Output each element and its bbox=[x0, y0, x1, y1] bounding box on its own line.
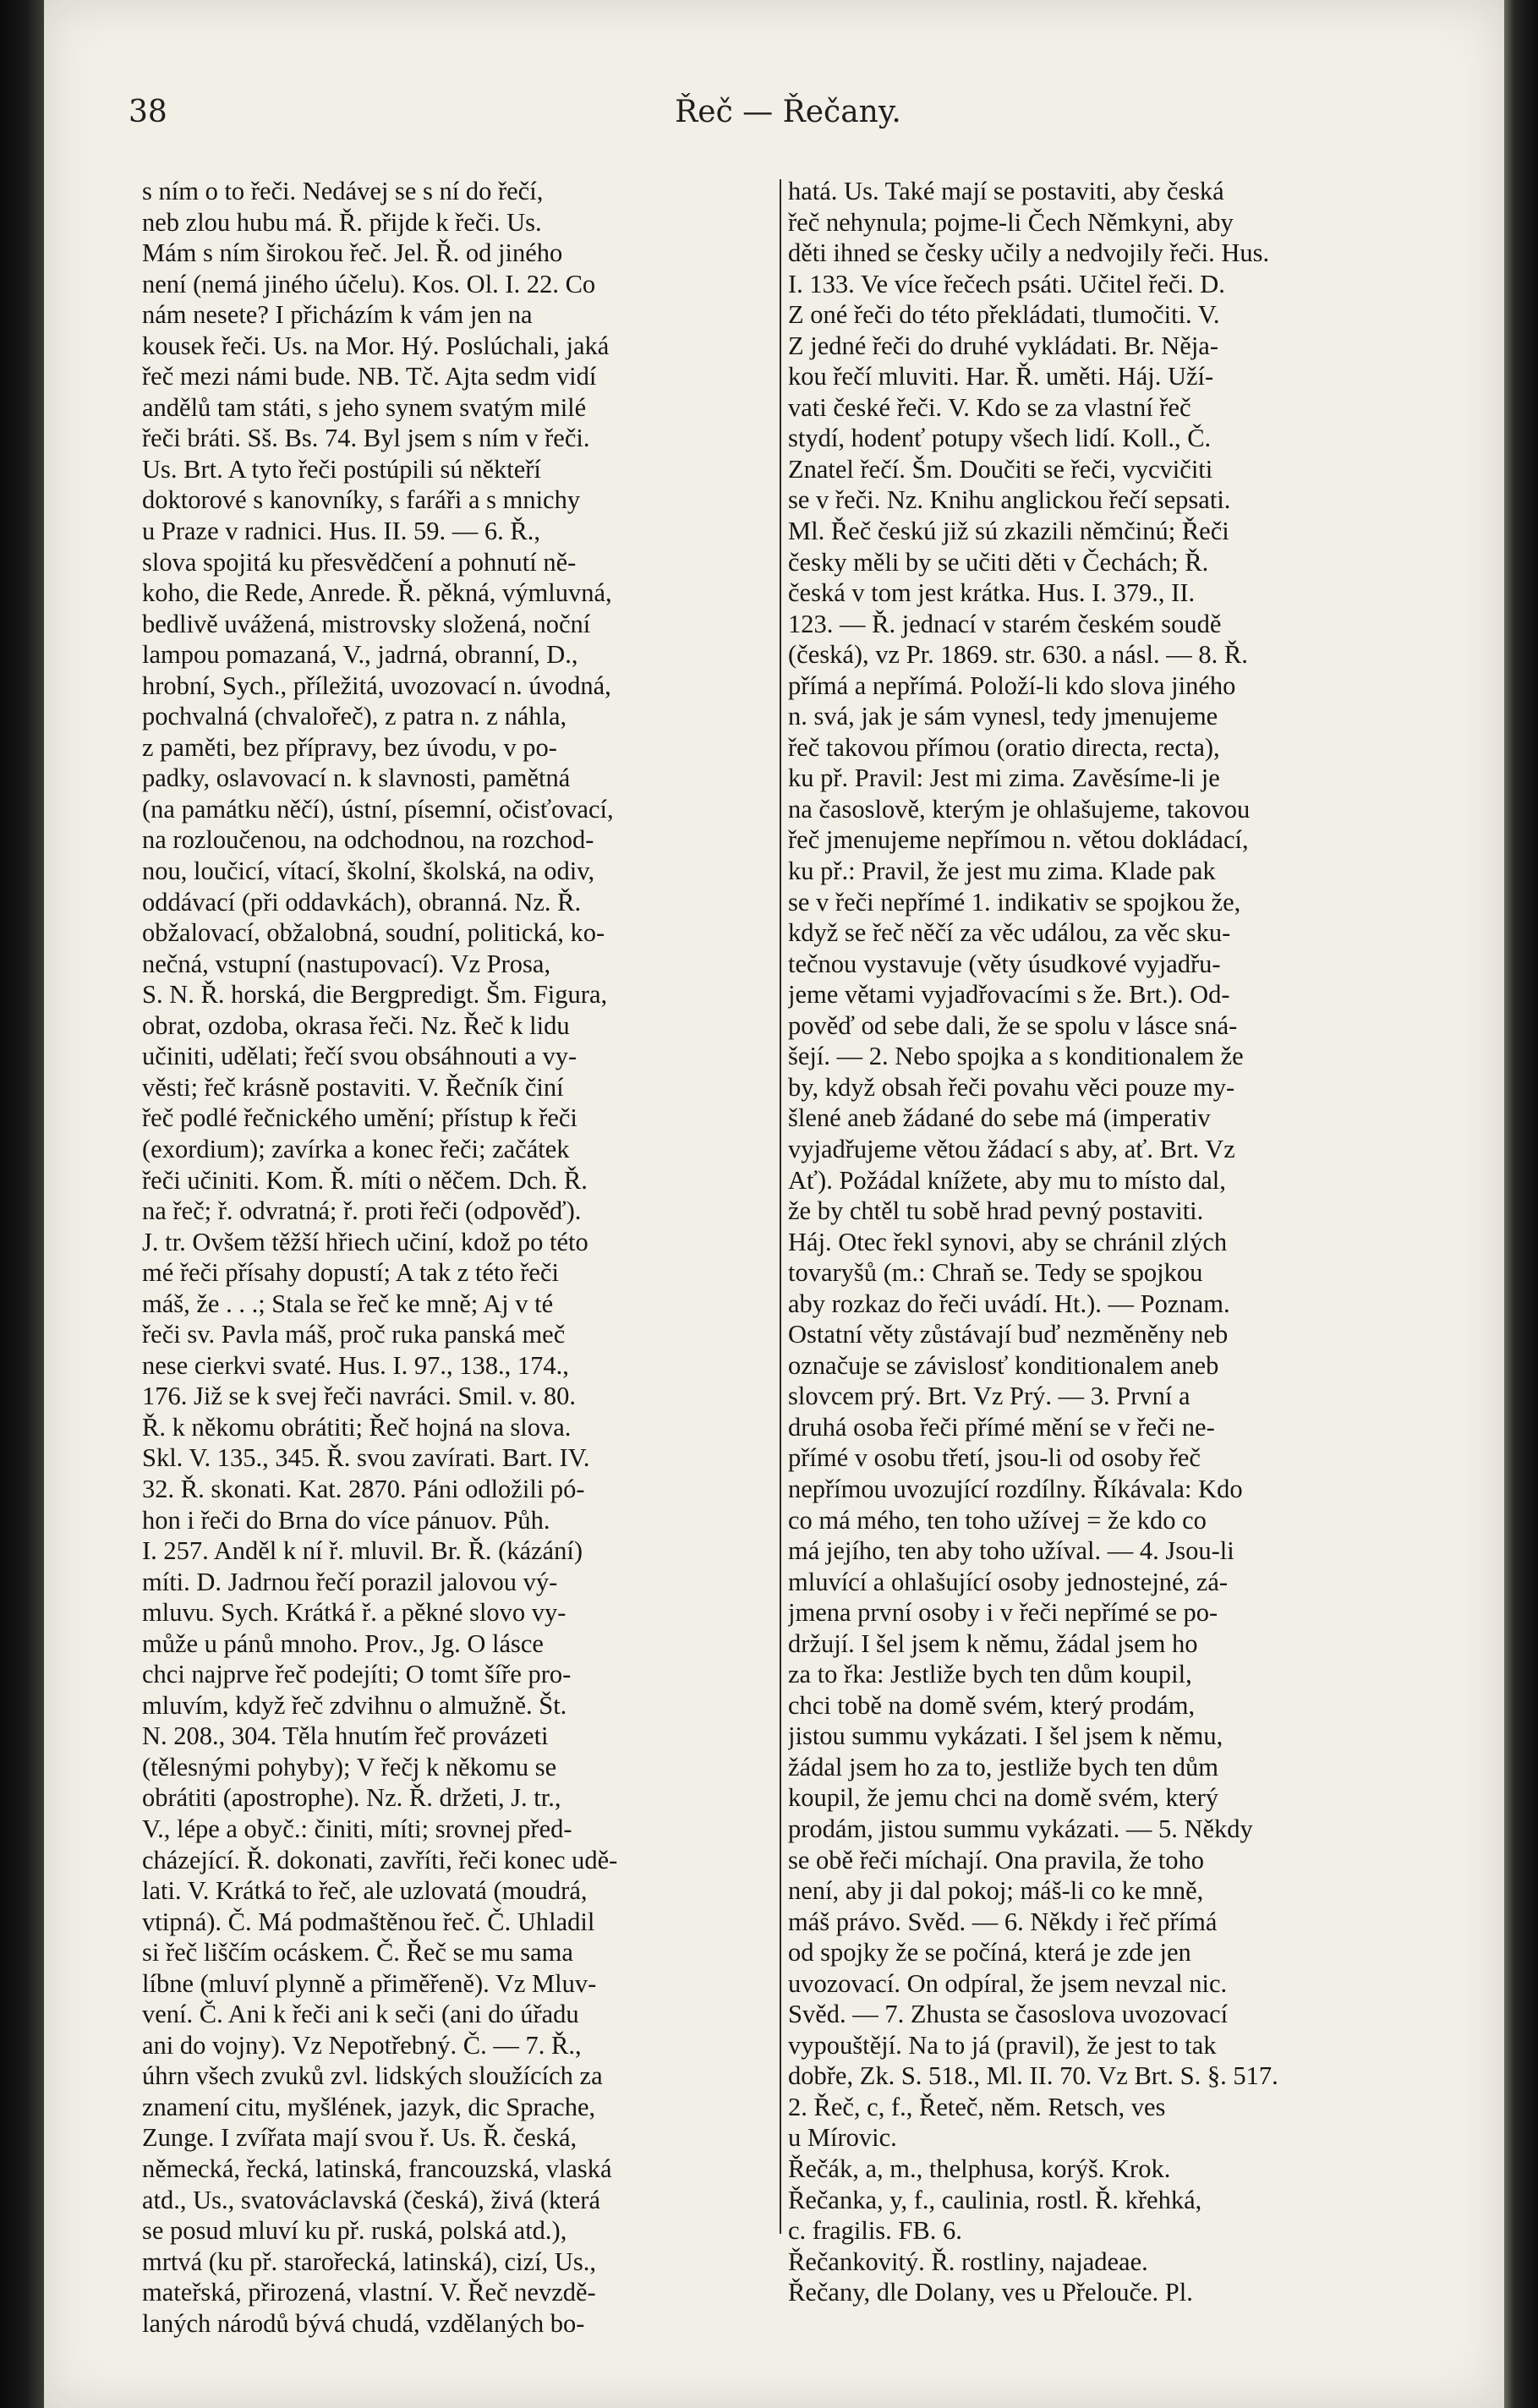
text-line: řeč podlé řečnického umění; přístup k řeči bbox=[142, 1103, 577, 1133]
text-line: doktorové s kanovníky, s faráři a s mnichy bbox=[142, 485, 581, 515]
text-line: řeči sv. Pavla máš, proč ruka panská meč bbox=[142, 1320, 566, 1349]
text-line: slovcem prý. Brt. Vz Prý. — 3. První a bbox=[788, 1382, 1190, 1411]
text-line: šejí. — 2. Nebo spojka a s konditionalem že bbox=[788, 1042, 1244, 1071]
text-line: (tělesnými pohyby); V řečj k někomu se bbox=[142, 1752, 557, 1781]
text-line: padky, oslavovací n. k slavnosti, pamětná bbox=[142, 763, 571, 793]
text-line: neb zlou hubu má. Ř. přijde k řeči. Us. bbox=[142, 207, 542, 237]
text-line: řeč nehynula; pojme-li Čech Němkyni, aby bbox=[788, 207, 1234, 237]
text-line: N. 208., 304. Těla hnutím řeč provázeti bbox=[142, 1721, 549, 1751]
text-line: za to řka: Jestliže bych ten dům koupil, bbox=[788, 1660, 1192, 1689]
text-line: Svěd. — 7. Zhusta se časoslova uvozovací bbox=[788, 2000, 1229, 2029]
text-line: laných národů bývá chudá, vzdělaných bo- bbox=[142, 2308, 585, 2338]
text-line: ani do vojny). Vz Nepotřebný. Č. — 7. Ř., bbox=[142, 2030, 582, 2060]
text-line: Řečankovitý. Ř. rostliny, najadeae. bbox=[788, 2247, 1148, 2276]
text-line: Háj. Otec řekl synovi, aby se chránil zlých bbox=[788, 1227, 1228, 1256]
running-title: Řeč — Řečany. bbox=[675, 95, 901, 129]
text-line: bedlivě uvážená, mistrovsky složená, noční bbox=[142, 609, 591, 638]
text-line: se posud mluví ku př. ruská, polská atd.), bbox=[142, 2216, 567, 2246]
text-line: vení. Č. Ani k řeči ani k seči (ani do úřadu bbox=[142, 2000, 579, 2029]
text-line: se v řeči. Nz. Knihu anglickou řečí sepsati. bbox=[788, 485, 1231, 515]
text-line: Řečák, a, m., thelphusa, korýš. Krok. bbox=[788, 2154, 1171, 2183]
text-line: jmena první osoby i v řeči nepřímé se po- bbox=[788, 1598, 1218, 1628]
text-line: řeč mezi námi bude. NB. Tč. Ajta sedm vidí bbox=[142, 362, 597, 391]
text-line: Řečany, dle Dolany, ves u Přelouče. Pl. bbox=[788, 2278, 1193, 2307]
text-line: 32. Ř. skonati. Kat. 2870. Páni odložili pó- bbox=[142, 1474, 585, 1503]
text-line: cházející. Ř. dokonati, zavříti, řeči konec udě- bbox=[142, 1845, 618, 1874]
text-line: chci najprve řeč podejíti; O tomt šíře pro- bbox=[142, 1660, 572, 1689]
text-line: věsti; řeč krásně postaviti. V. Řečník činí bbox=[142, 1072, 564, 1102]
text-line: koho, die Rede, Anrede. Ř. pěkná, výmluvná, bbox=[142, 578, 612, 608]
text-line: Ř. k někomu obrátiti; Řeč hojná na slova. bbox=[142, 1412, 572, 1442]
text-line: s ním o to řeči. Nedávej se s ní do řečí, bbox=[142, 177, 544, 205]
text-line: na časoslově, kterým je ohlašujeme, takovou bbox=[788, 794, 1251, 824]
text-line: lampou pomazaná, V., jadrná, obranní, D., bbox=[142, 640, 578, 670]
text-line: česky měli by se učiti děti v Čechách; Ř. bbox=[788, 547, 1209, 577]
text-line: ku př. Pravil: Jest mi zima. Zavěsíme-li je bbox=[788, 763, 1220, 793]
text-line: od spojky že se počíná, která je zde jen bbox=[788, 1938, 1191, 1967]
text-line: mé řeči přísahy dopustí; A tak z této řeči bbox=[142, 1258, 559, 1288]
text-line: řeč takovou přímou (oratio directa, recta), bbox=[788, 732, 1220, 762]
text-line: vtipná). Č. Má podmaštěnou řeč. Č. Uhladil bbox=[142, 1907, 595, 1936]
text-line: pověď od sebe dali, že se spolu v lásce sná- bbox=[788, 1010, 1238, 1040]
text-line: aby rozkaz do řeči uvádí. Ht.). — Poznam. bbox=[788, 1289, 1230, 1318]
text-line: se obě řeči míchají. Ona pravila, že toho bbox=[788, 1845, 1205, 1874]
text-line: jistou summu vykázati. I šel jsem k němu, bbox=[788, 1721, 1223, 1751]
text-line: Us. Brt. A tyto řeči postúpili sú někteří bbox=[142, 454, 541, 484]
text-line: hon i řeči do Brna do více pánuov. Půh. bbox=[142, 1505, 550, 1535]
text-line: J. tr. Ovšem těžší hřiech učiní, kdož po této bbox=[142, 1227, 588, 1256]
text-line: držují. I šel jsem k němu, žádal jsem ho bbox=[788, 1628, 1198, 1658]
text-line: by, když obsah řeči povahu věci pouze my- bbox=[788, 1072, 1235, 1102]
text-line: označuje se závislosť konditionalem aneb bbox=[788, 1350, 1219, 1380]
scan-right-edge bbox=[1504, 0, 1538, 2408]
text-line: pochvalná (chvalořeč), z patra n. z náhla, bbox=[142, 702, 567, 731]
text-line: řeči bráti. Sš. Bs. 74. Byl jsem s ním v řeči. bbox=[142, 424, 590, 453]
text-line: míti. D. Jadrnou řečí porazil jalovou vý- bbox=[142, 1567, 558, 1596]
text-line: nám nesete? I přicházím k vám jen na bbox=[142, 300, 533, 330]
text-line: kousek řeči. Us. na Mor. Hý. Poslúchali, jaká bbox=[142, 331, 610, 360]
text-line: obžalovací, obžalobná, soudní, politická, ko- bbox=[142, 918, 605, 948]
text-line: stydí, hodenť potupy všech lidí. Koll., Č. bbox=[788, 424, 1212, 453]
text-line: obrat, ozdoba, okrasa řeči. Nz. Řeč k lidu bbox=[142, 1010, 570, 1040]
text-line: Řečanka, y, f., caulinia, rostl. Ř. křehká, bbox=[788, 2185, 1202, 2214]
text-line: mluvící a ohlašující osoby jednostejné, zá- bbox=[788, 1567, 1229, 1596]
text-line: (na památku něčí), ústní, písemní, očisťovací, bbox=[142, 794, 614, 824]
text-line: jeme větami vyjadřovacími s že. Brt.). Od- bbox=[788, 980, 1230, 1010]
text-line: řeč jmenujeme nepřímou n. větou dokládací, bbox=[788, 825, 1249, 855]
text-line: není, aby ji dal pokoj; máš-li co ke mně, bbox=[788, 1876, 1204, 1906]
text-line: Z jedné řeči do druhé vykládati. Br. Něja- bbox=[788, 331, 1218, 360]
text-line: lati. V. Krátká to řeč, ale uzlovatá (moudrá, bbox=[142, 1876, 588, 1906]
text-line: n. svá, jak je sám vynesl, tedy jmenujeme bbox=[788, 702, 1218, 731]
text-line: na řeč; ř. odvratná; ř. proti řeči (odpověď). bbox=[142, 1196, 582, 1226]
text-line: co má mého, ten toho užívej = že kdo co bbox=[788, 1505, 1207, 1535]
text-line: vati české řeči. V. Kdo se za vlastní řeč bbox=[788, 392, 1191, 422]
text-line: žádal jsem ho za to, jestliže bych ten dům bbox=[788, 1752, 1219, 1781]
text-line: S. N. Ř. horská, die Bergpredigt. Šm. Figura, bbox=[142, 980, 608, 1010]
right-column bbox=[788, 176, 1448, 2308]
page-number: 38 bbox=[129, 95, 167, 129]
text-line: (exordium); zavírka a konec řeči; začátek bbox=[142, 1134, 570, 1163]
text-line: vypouštějí. Na to já (pravil), že jest to tak bbox=[788, 2030, 1217, 2060]
text-line: prodám, jistou summu vykázati. — 5. Někdy bbox=[788, 1814, 1253, 1843]
column-divider bbox=[780, 179, 781, 2234]
text-line: přímé v osobu třetí, jsou-li od osoby řeč bbox=[788, 1443, 1201, 1473]
text-line: máš, že . . .; Stala se řeč ke mně; Aj v té bbox=[142, 1289, 554, 1318]
text-line: z paměti, bez přípravy, bez úvodu, v po- bbox=[142, 732, 557, 762]
text-line: druhá osoba řeči přímé mění se v řeči ne- bbox=[788, 1412, 1215, 1442]
text-line: slova spojitá ku přesvědčení a pohnutí ně- bbox=[142, 547, 577, 577]
text-line: úhrn všech zvuků zvl. lidských sloužících za bbox=[142, 2061, 603, 2091]
text-line: děti ihned se česky učily a nedvojily řeči. Hus. bbox=[788, 238, 1270, 268]
text-line: nepřímou uvozující rozdílny. Říkávala: Kdo bbox=[788, 1474, 1243, 1503]
text-line: tovaryšů (m.: Chraň se. Tedy se spojkou bbox=[788, 1258, 1203, 1288]
text-line: znamení citu, myšlének, jazyk, dic Sprache, bbox=[142, 2092, 596, 2121]
text-line: obrátiti (apostrophe). Nz. Ř. držeti, J. tr., bbox=[142, 1783, 561, 1813]
text-line: Ať). Požádal knížete, aby mu to místo dal, bbox=[788, 1165, 1226, 1195]
text-line: I. 133. Ve více řečech psáti. Učitel řeči. D. bbox=[788, 269, 1225, 298]
text-line: Z oné řeči do této překládati, tlumočiti. V. bbox=[788, 300, 1220, 330]
scan-left-edge bbox=[0, 0, 44, 2408]
text-line: není (nemá jiného účelu). Kos. Ol. I. 22. Co bbox=[142, 269, 596, 298]
text-line: si řeč liščím ocáskem. Č. Řeč se mu sama bbox=[142, 1938, 573, 1967]
text-line: oddávací (při oddavkách), obranná. Nz. Ř. bbox=[142, 887, 582, 917]
text-line: když se řeč něčí za věc událou, za věc sku- bbox=[788, 918, 1231, 948]
text-line: mrtvá (ku př. starořecká, latinská), cizí, Us., bbox=[142, 2247, 596, 2276]
text-line: Zunge. I zvířata mají svou ř. Us. Ř. česká, bbox=[142, 2123, 577, 2153]
text-line: hrobní, Sych., příležitá, uvozovací n. úvodná, bbox=[142, 670, 611, 700]
text-line: dobře, Zk. S. 518., Ml. II. 70. Vz Brt. S. §. 517. bbox=[788, 2061, 1278, 2091]
text-line: Ml. Řeč českú již sú zkazili němčinú; Řeči bbox=[788, 517, 1229, 546]
text-line: česká v tom jest krátka. Hus. I. 379., II. bbox=[788, 578, 1196, 608]
text-line: V., lépe a obyč.: činiti, míti; srovnej před- bbox=[142, 1814, 572, 1843]
text-line: 123. — Ř. jednací v starém českém soudě bbox=[788, 609, 1222, 638]
text-line: uvozovací. On odpíral, že jsem nevzal nic. bbox=[788, 1968, 1228, 1998]
text-line: nou, loučicí, vítací, školní, školská, na odiv, bbox=[142, 856, 595, 886]
text-line: řeči učiniti. Kom. Ř. míti o něčem. Dch. Ř. bbox=[142, 1165, 588, 1195]
text-line: učiniti, udělati; řečí svou obsáhnouti a vy- bbox=[142, 1042, 577, 1071]
text-line: nečná, vstupní (nastupovací). Vz Prosa, bbox=[142, 949, 551, 978]
text-line: tečnou vystavuje (věty úsudkové vyjadřu- bbox=[788, 949, 1221, 978]
text-line: I. 257. Anděl k ní ř. mluvil. Br. Ř. (kázání) bbox=[142, 1536, 583, 1566]
text-line: mluvu. Sych. Krátká ř. a pěkné slovo vy- bbox=[142, 1598, 566, 1628]
text-line: chci tobě na domě svém, který prodám, bbox=[788, 1690, 1196, 1720]
text-line: u Praze v radnici. Hus. II. 59. — 6. Ř., bbox=[142, 517, 540, 546]
text-line: (česká), vz Pr. 1869. str. 630. a násl. — 8. Ř. bbox=[788, 640, 1248, 670]
text-line: mateřská, přirozená, vlastní. V. Řeč nevzdě- bbox=[142, 2278, 596, 2307]
text-line: Znatel řečí. Šm. Doučiti se řeči, vycvičiti bbox=[788, 454, 1213, 484]
text-line: koupil, že jemu chci na domě svém, který bbox=[788, 1783, 1219, 1813]
text-line: vyjadřujeme větou žádací s aby, ať. Brt. Vz bbox=[788, 1134, 1235, 1163]
text-line: hatá. Us. Také mají se postaviti, aby česká bbox=[788, 177, 1224, 205]
text-line: 2. Řeč, c, f., Řeteč, něm. Retsch, ves bbox=[788, 2092, 1166, 2121]
text-line: mluvím, když řeč zdvihnu o almužně. Št. bbox=[142, 1690, 567, 1720]
text-line: Ostatní věty zůstávají buď nezměněny neb bbox=[788, 1320, 1229, 1349]
text-line: že by chtěl tu sobě hrad pevný postaviti. bbox=[788, 1196, 1204, 1226]
text-line: může u pánů mnoho. Prov., Jg. O lásce bbox=[142, 1628, 544, 1658]
text-line: se v řeči nepřímé 1. indikativ se spojkou že, bbox=[788, 887, 1241, 917]
page-header bbox=[129, 95, 1448, 137]
text-line: přímá a nepřímá. Položí-li kdo slova jiného bbox=[788, 670, 1236, 700]
text-line: 176. Již se k svej řeči navráci. Smil. v. 80. bbox=[142, 1382, 577, 1411]
text-line: německá, řecká, latinská, francouzská, vlaská bbox=[142, 2154, 612, 2183]
text-line: kou řečí mluviti. Har. Ř. uměti. Háj. Uží- bbox=[788, 362, 1214, 391]
text-line: nese cierkvi svaté. Hus. I. 97., 138., 174., bbox=[142, 1350, 569, 1380]
text-line: u Mírovic. bbox=[788, 2123, 897, 2153]
text-line: c. fragilis. FB. 6. bbox=[788, 2216, 962, 2246]
text-line: má jejího, ten aby toho užíval. — 4. Jsou-li bbox=[788, 1536, 1234, 1566]
text-line: Mám s ním širokou řeč. Jel. Ř. od jiného bbox=[142, 238, 563, 268]
text-line: šlené aneb žádané do sebe má (imperativ bbox=[788, 1103, 1211, 1133]
text-line: líbne (mluví plynně a přiměřeně). Vz Mluv- bbox=[142, 1968, 597, 1998]
dictionary-page bbox=[44, 0, 1504, 2408]
text-line: máš právo. Svěd. — 6. Někdy i řeč přímá bbox=[788, 1907, 1218, 1936]
left-column bbox=[142, 176, 774, 2339]
text-line: atd., Us., svatováclavská (česká), živá (která bbox=[142, 2185, 600, 2214]
text-line: na rozloučenou, na odchodnou, na rozchod- bbox=[142, 825, 594, 855]
text-line: andělů tam státi, s jeho synem svatým milé bbox=[142, 392, 587, 422]
text-line: ku př.: Pravil, že jest mu zima. Klade pak bbox=[788, 856, 1216, 886]
text-line: Skl. V. 135., 345. Ř. svou zavírati. Bart. IV. bbox=[142, 1443, 590, 1473]
